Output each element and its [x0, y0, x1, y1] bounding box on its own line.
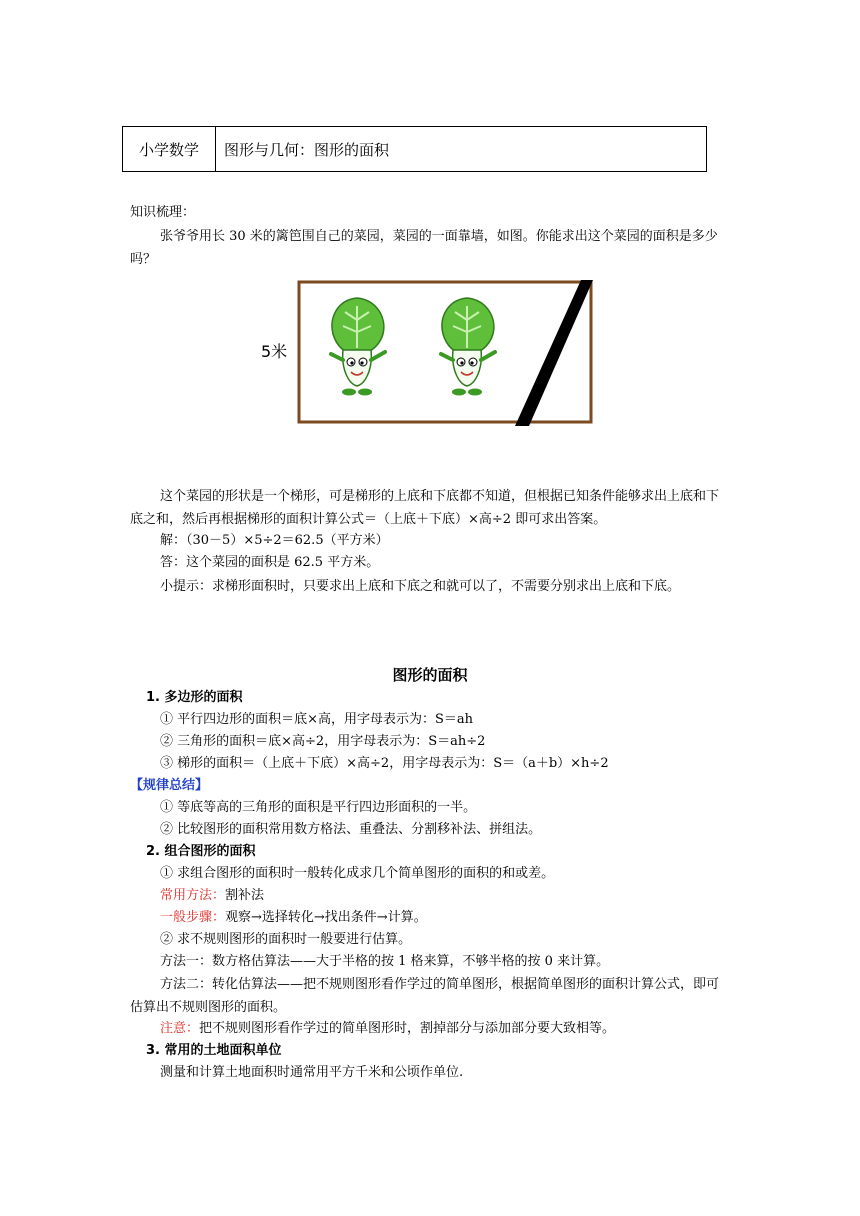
side-length-label: 5米	[261, 342, 288, 361]
steps-value: 观察→选择转化→找出条件→计算。	[225, 910, 427, 925]
heading-composite-area: 2. 组合图形的面积	[146, 844, 256, 859]
answer-line: 答：这个菜园的面积是 62.5 平方米。	[160, 555, 380, 570]
list-item: ② 三角形的面积＝底×高÷2，用字母表示为：S＝ah÷2	[160, 734, 486, 749]
garden-wall	[515, 280, 593, 426]
list-item: ② 求不规则图形的面积时一般要进行估算。	[160, 932, 412, 947]
method-label: 常用方法：	[160, 888, 226, 903]
list-item: ① 平行四边形的面积＝底×高，用字母表示为：S＝ah	[160, 712, 474, 727]
topic-cell: 图形与几何：图形的面积	[224, 140, 390, 159]
steps-label: 一般步骤：	[160, 910, 226, 925]
cabbage-icon	[441, 298, 495, 396]
tip-text: 小提示：求梯形面积时，只要求出上底和下底之和就可以了，不需要分别求出上底和下底。	[160, 579, 681, 594]
knowledge-label: 知识梳理：	[130, 205, 196, 220]
cabbage-icon	[331, 298, 385, 396]
rules-label: 【规律总结】	[130, 778, 209, 793]
steps-line	[160, 907, 427, 929]
solution-line: 解：（30－5）×5÷2＝62.5（平方米）	[160, 533, 389, 548]
list-item: ③ 梯形的面积＝（上底＋下底）×高÷2，用字母表示为：S＝（a＋b）×h÷2	[160, 756, 609, 771]
land-units-text: 测量和计算土地面积时通常用平方千米和公顷作单位.	[160, 1065, 464, 1080]
question-text: 张爷爷用长 30 米的篱笆围自己的菜园，菜园的一面靠墙，如图。你能求出这个菜园的面积是多少吗？	[130, 229, 718, 267]
way-one-line: 方法一：数方格估算法——大于半格的按 1 格来算，不够半格的按 0 来计算。	[160, 954, 610, 969]
heading-polygon-area: 1. 多边形的面积	[146, 690, 243, 705]
header-table	[122, 126, 707, 172]
note-value: 把不规则图形看作学过的简单图形时，割掉部分与添加部分要大致相等。	[199, 1021, 616, 1036]
garden-figure	[255, 276, 600, 428]
subject-cell: 小学数学	[123, 127, 216, 171]
way-two-text: 方法二：转化估算法——把不规则图形看作学过的简单图形，根据简单图形的面积计算公式，即可估算出不规则图形的面积。	[130, 977, 720, 1015]
list-item: ② 比较图形的面积常用数方格法、重叠法、分割移补法、拼组法。	[160, 822, 542, 837]
method-line	[160, 885, 264, 907]
note-line	[160, 1018, 615, 1040]
heading-land-units: 3. 常用的土地面积单位	[146, 1043, 282, 1058]
analysis-text: 这个菜园的形状是一个梯形，可是梯形的上底和下底都不知道，但根据已知条件能够求出上底和下底之和，然后再根据梯形的面积计算公式＝（上底＋下底）×高÷2 即可求出答案。	[130, 489, 720, 527]
note-label: 注意：	[160, 1021, 200, 1036]
section-title: 图形的面积	[392, 666, 468, 684]
list-item: ① 求组合图形的面积时一般转化成求几个简单图形的面积的和或差。	[160, 866, 555, 881]
method-value: 割补法	[225, 888, 265, 903]
list-item: ① 等底等高的三角形的面积是平行四边形面积的一半。	[160, 800, 477, 815]
